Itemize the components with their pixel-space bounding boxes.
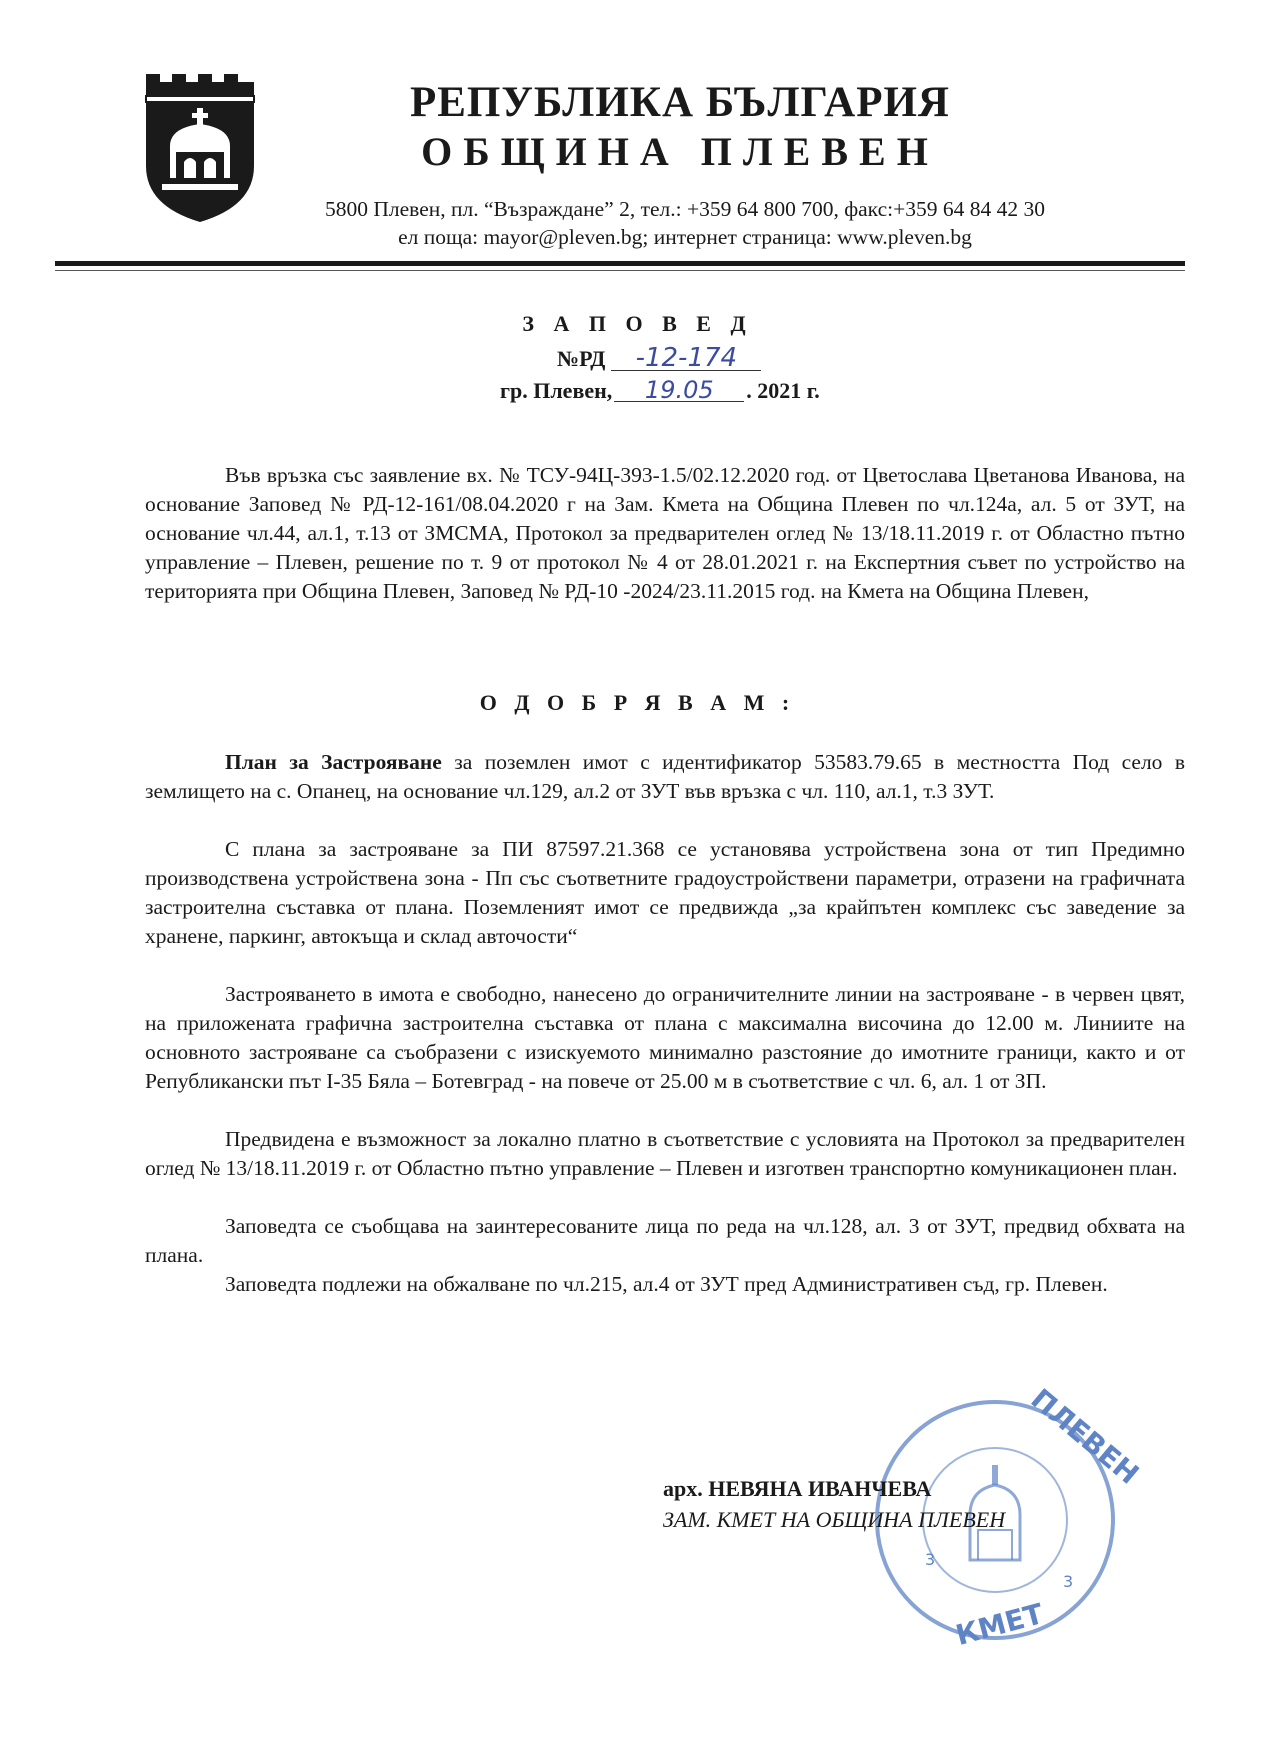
header-title-municipality: ОБЩИНА ПЛЕВЕН <box>421 129 939 174</box>
order-number-prefix: №РД <box>557 346 606 371</box>
paragraph-zone-text: С плана за застрояване за ПИ 87597.21.368 се установява устройствена зона от тип Предимно производствена устройствена зона - Пп със съответните градоустройствени параметри, отразени на графичната застроителна съставка от плана. Поземленият имот се предвижда „за крайпътен комплекс със заведение за хранене, паркинг, автокъща и склад авточости“ <box>145 837 1185 948</box>
order-title: З А П О В Е Д <box>522 311 753 336</box>
stamp-text-top: ПЛЕВЕН <box>1024 1382 1146 1491</box>
paragraph-local-lane <box>145 1125 1185 1183</box>
preamble-text: Във връзка със заявление вх. № ТСУ-94Ц-393-1.5/02.12.2020 год. от Цветослава Цветанова Иванова, на основание Заповед № РД-12-161/08.04.2020 г на Зам. Кмета на Община Плевен по чл.124а, ал. 5 от ЗУТ, на основание чл.44, ал.1, т.13 от ЗМСМА, Протокол за предварителен оглед № 13/18.11.2019 г. от Областно пътно управление – Плевен, решение по т. 9 от протокол № 4 от 28.01.2021 г. на Експертния съвет по устройство на територията при Община Плевен, Заповед № РД-10 -2024/23.11.2015 год. на Кмета на Община Плевен, <box>145 463 1185 603</box>
order-date <box>500 378 820 404</box>
order-number <box>557 343 761 373</box>
paragraph-zone <box>145 835 1185 951</box>
order-date-suffix: . 2021 г. <box>746 378 820 403</box>
header-divider-thick <box>55 261 1185 266</box>
paragraph-appeal-text: Заповедта подлежи на обжалване по чл.215, ал.4 от ЗУТ пред Административен съд, гр. Плевен. <box>225 1272 1108 1296</box>
paragraph-plan-bold: План за Застрояване <box>225 750 442 774</box>
paragraph-building <box>145 980 1185 1096</box>
paragraph-appeal <box>145 1270 1185 1299</box>
order-number-handwritten: -12-174 <box>611 346 761 371</box>
signature-name: арх. НЕВЯНА ИВАНЧЕВА <box>663 1476 932 1501</box>
paragraph-notification <box>145 1212 1185 1270</box>
approve-heading: О Д О Б Р Я В А М : <box>479 690 796 715</box>
header-address: 5800 Плевен, пл. “Възраждане” 2, тел.: +359 64 800 700, факс:+359 64 84 42 30 <box>325 197 1045 221</box>
paragraph-notification-text: Заповедта се съобщава на заинтересованите лица по реда на чл.128, ал. 3 от ЗУТ, предвид обхвата на плана. <box>145 1214 1185 1267</box>
preamble-paragraph <box>145 461 1185 606</box>
header-title-republic: РЕПУБЛИКА БЪЛГАРИЯ <box>409 79 950 126</box>
stamp-number-left: 3 <box>925 1550 936 1569</box>
stamp-number-right: 3 <box>1063 1572 1074 1591</box>
signature-title: ЗАМ. КМЕТ НА ОБЩИНА ПЛЕВЕН <box>663 1507 1006 1532</box>
header-divider-thin <box>55 270 1185 271</box>
header-contacts: ел поща: mayor@pleven.bg; интернет страница: www.pleven.bg <box>398 225 972 249</box>
order-date-prefix: гр. Плевен, <box>500 378 613 403</box>
paragraph-plan <box>145 748 1185 806</box>
pleven-coat-of-arms-icon <box>140 66 260 226</box>
order-date-handwritten: 19.05 <box>614 379 744 402</box>
paragraph-plan-text: за поземлен имот с идентификатор 53583.79.65 в местността Под село в землището на с. Опанец, на основание чл.129, ал.2 от ЗУТ във връзка с чл. 110, ал.1, т.3 ЗУТ. <box>145 750 1186 803</box>
paragraph-building-text: Застрояването в имота е свободно, нанесено до ограничителните линии на застрояване - в червен цвят, на приложената графична застроителна съставка от плана с максимална височина до 12.00 м. Линиите на основното застрояване са съобразени с изискуемото минимално разстояние до имотните граници, както и от Републикански път I-35 Бяла – Ботевград - на повече от 25.00 м в съответствие с чл. 6, ал. 1 от ЗП. <box>145 982 1185 1093</box>
stamp-text-bottom: КМЕТ <box>952 1597 1047 1652</box>
paragraph-local-lane-text: Предвидена е възможност за локално платно в съответствие с условията на Протокол за предварителен оглед № 13/18.11.2019 г. от Областно пътно управление – Плевен и изготвен транспортно комуникационен план. <box>145 1127 1185 1180</box>
